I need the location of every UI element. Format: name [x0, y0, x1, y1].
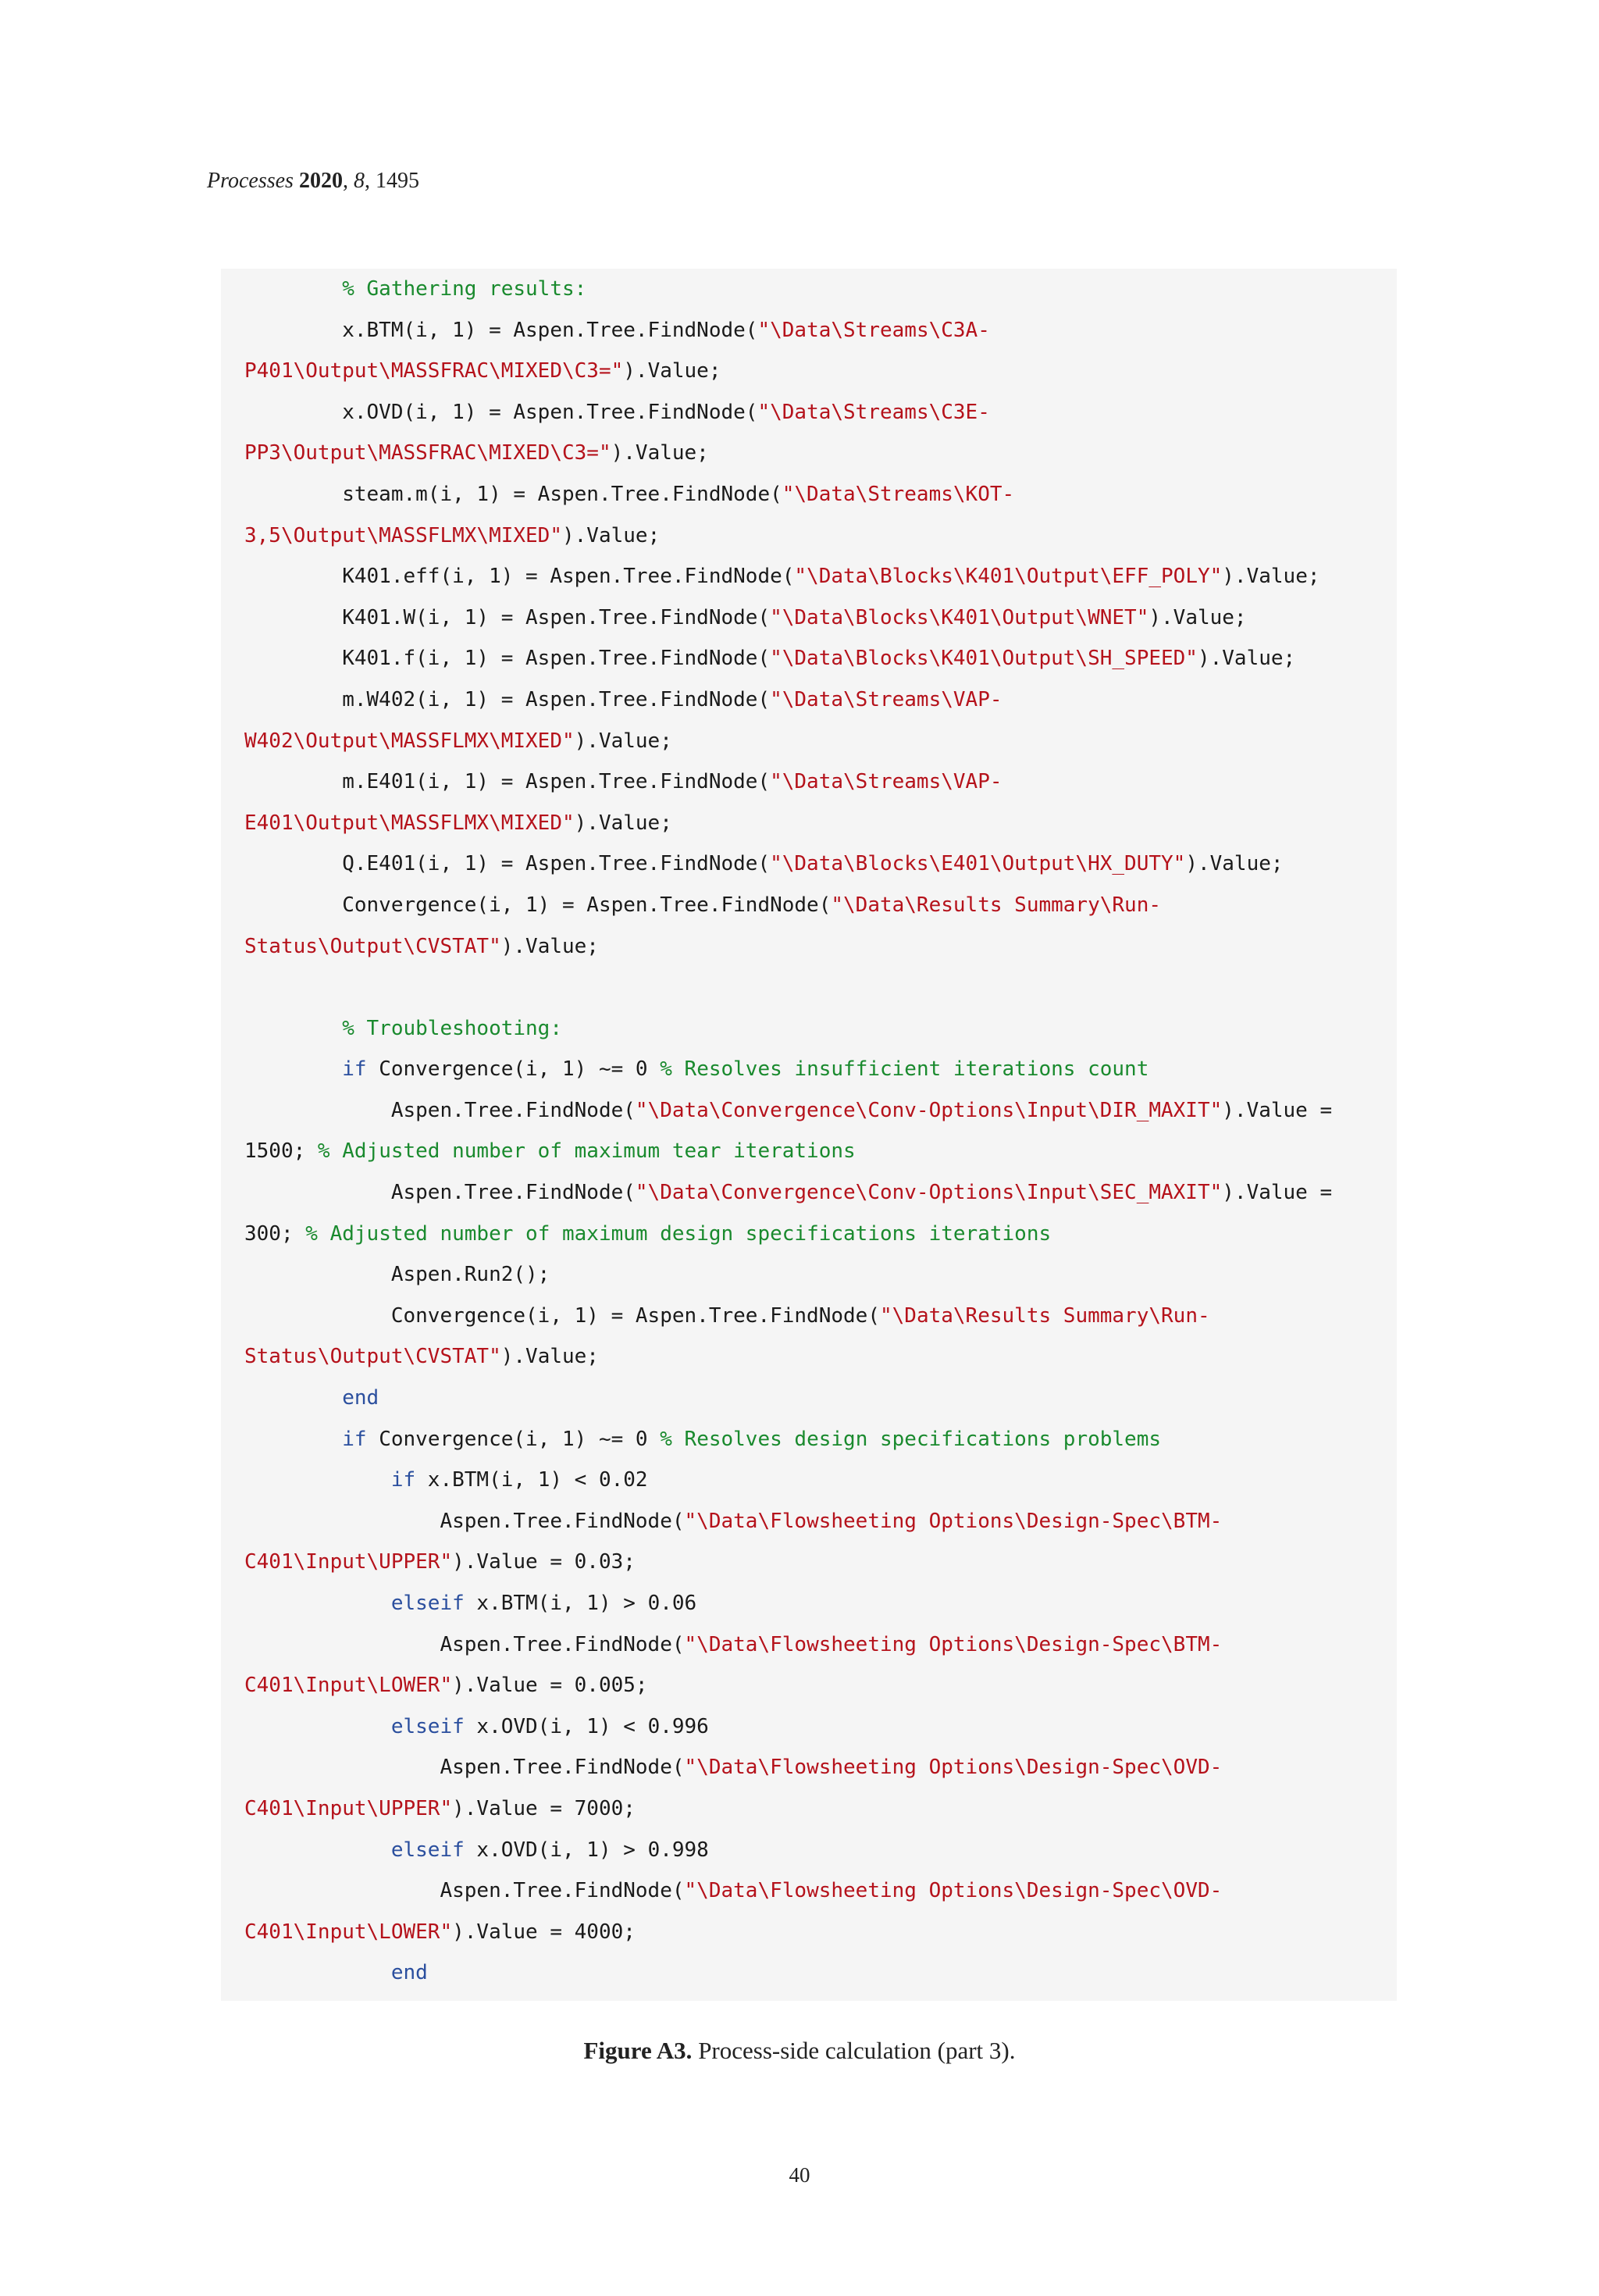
code-token: elseif: [244, 1592, 465, 1615]
code-token: ).Value;: [1222, 565, 1320, 589]
running-header: Processes 2020, 8, 1495: [207, 169, 419, 193]
code-token: E401\Output\MASSFLMX\MIXED": [244, 811, 575, 835]
code-token: % Troubleshooting:: [244, 1016, 562, 1040]
figure-caption-text: Process-side calculation (part 3).: [692, 2037, 1016, 2064]
code-token: C401\Input\LOWER": [244, 1674, 453, 1698]
code-token: "\Data\Blocks\E401\Output\HX_DUTY": [770, 852, 1186, 876]
figure-label: Figure A3.: [583, 2037, 693, 2064]
code-token: "\Data\Streams\VAP-: [770, 687, 1002, 711]
code-token: ).Value = 7000;: [452, 1796, 636, 1820]
code-line: [244, 1952, 1384, 1994]
code-line: [244, 1254, 1384, 1296]
code-token: Convergence(i, 1) = Aspen.Tree.FindNode(: [244, 1303, 880, 1328]
code-token: if: [244, 1427, 367, 1451]
code-line: [244, 310, 1384, 351]
code-token: Aspen.Tree.FindNode(: [244, 1181, 636, 1205]
code-token: end: [244, 1386, 379, 1410]
code-token: ).Value;: [574, 729, 672, 753]
code-token: x.OVD(i, 1) = Aspen.Tree.FindNode(: [244, 400, 758, 424]
code-token: x.OVD(i, 1) > 0.998: [464, 1838, 709, 1862]
code-token: PP3\Output\MASSFRAC\MIXED\C3=": [244, 441, 611, 465]
code-token: ).Value;: [500, 934, 599, 958]
code-line: [244, 1049, 1384, 1090]
code-token: % Gathering results:: [244, 277, 587, 301]
code-token: "\Data\Flowsheeting Options\Design-Spec\BTM-: [684, 1509, 1223, 1533]
code-line: [244, 1706, 1384, 1748]
code-line: [244, 1912, 1384, 1953]
code-line: [244, 597, 1384, 639]
code-token: "\Data\Streams\KOT-: [782, 482, 1015, 506]
code-token: ).Value;: [1185, 852, 1284, 876]
year: 2020: [298, 169, 343, 193]
code-token: ).Value = 0.005;: [452, 1674, 648, 1698]
code-line: [244, 679, 1384, 721]
code-token: Aspen.Tree.FindNode(: [244, 1098, 636, 1122]
code-line: [244, 1870, 1384, 1912]
code-line: [244, 1172, 1384, 1214]
code-token: "\Data\Streams\VAP-: [770, 770, 1002, 794]
code-token: ).Value;: [623, 359, 721, 383]
code-line: [244, 1131, 1384, 1172]
volume: 8: [353, 169, 365, 193]
code-line: [244, 1583, 1384, 1624]
code-token: m.W402(i, 1) = Aspen.Tree.FindNode(: [244, 687, 771, 711]
code-token: Convergence(i, 1) = Aspen.Tree.FindNode(: [244, 893, 832, 917]
code-token: "\Data\Streams\C3A-: [757, 318, 990, 342]
figure-caption: [0, 2034, 1599, 2068]
code-token: "\Data\Streams\C3E-: [757, 400, 990, 424]
code-token: "\Data\Results Summary\Run-: [879, 1303, 1210, 1328]
code-line: [244, 556, 1384, 597]
code-token: Convergence(i, 1) ~= 0: [366, 1427, 661, 1451]
code-token: if: [244, 1057, 367, 1082]
code-token: "\Data\Flowsheeting Options\Design-Spec\BTM-: [684, 1632, 1223, 1656]
code-token: ).Value;: [611, 441, 709, 465]
code-token: "\Data\Flowsheeting Options\Design-Spec\OVD-: [684, 1756, 1223, 1780]
code-token: ).Value =: [1222, 1181, 1333, 1205]
code-token: steam.m(i, 1) = Aspen.Tree.FindNode(: [244, 482, 782, 506]
code-line: [244, 761, 1384, 803]
code-line: [244, 433, 1384, 474]
code-token: "\Data\Blocks\K401\Output\SH_SPEED": [770, 647, 1198, 671]
code-line: [244, 721, 1384, 762]
code-token: ).Value = 0.03;: [452, 1550, 636, 1574]
code-token: ).Value = 4000;: [452, 1920, 636, 1944]
code-token: x.BTM(i, 1) > 0.06: [464, 1592, 697, 1615]
code-line: [244, 1419, 1384, 1460]
code-line: [244, 1788, 1384, 1830]
code-token: Q.E401(i, 1) = Aspen.Tree.FindNode(: [244, 852, 771, 876]
code-line: [244, 1378, 1384, 1419]
code-token: C401\Input\UPPER": [244, 1550, 453, 1574]
code-token: K401.W(i, 1) = Aspen.Tree.FindNode(: [244, 605, 771, 629]
code-line: [244, 1336, 1384, 1378]
code-line: [244, 474, 1384, 515]
code-token: % Adjusted number of maximum design specifications iterations: [305, 1221, 1052, 1246]
code-token: if: [244, 1468, 416, 1492]
page-number: 40: [789, 2163, 810, 2187]
code-token: Aspen.Tree.FindNode(: [244, 1756, 685, 1780]
code-listing: [221, 269, 1397, 2001]
code-token: % Adjusted number of maximum tear iterations: [317, 1139, 856, 1164]
code-line: [244, 1665, 1384, 1706]
code-token: x.BTM(i, 1) = Aspen.Tree.FindNode(: [244, 318, 758, 342]
code-token: x.BTM(i, 1) < 0.02: [415, 1468, 648, 1492]
code-line: [244, 1008, 1384, 1050]
code-token: K401.f(i, 1) = Aspen.Tree.FindNode(: [244, 647, 771, 671]
code-token: "\Data\Blocks\K401\Output\EFF_POLY": [794, 565, 1223, 589]
code-line: [244, 1747, 1384, 1788]
code-token: ).Value;: [1149, 605, 1247, 629]
code-token: C401\Input\UPPER": [244, 1796, 453, 1820]
code-block: [244, 269, 1384, 1994]
code-token: "\Data\Flowsheeting Options\Design-Spec\OVD-: [684, 1879, 1223, 1903]
code-line: [244, 803, 1384, 844]
code-token: C401\Input\LOWER": [244, 1920, 453, 1944]
code-line: [244, 843, 1384, 885]
code-token: ).Value;: [1197, 647, 1296, 671]
code-line: [244, 926, 1384, 968]
code-token: x.OVD(i, 1) < 0.996: [464, 1714, 709, 1738]
code-line: [244, 1460, 1384, 1501]
code-token: 1500;: [244, 1139, 318, 1164]
code-token: elseif: [244, 1838, 465, 1862]
code-line: [244, 351, 1384, 392]
code-token: "\Data\Blocks\K401\Output\WNET": [770, 605, 1149, 629]
code-token: Aspen.Tree.FindNode(: [244, 1632, 685, 1656]
code-token: Aspen.Tree.FindNode(: [244, 1509, 685, 1533]
code-token: ).Value =: [1222, 1098, 1333, 1122]
code-line: [244, 638, 1384, 679]
code-token: K401.eff(i, 1) = Aspen.Tree.FindNode(: [244, 565, 795, 589]
code-token: Aspen.Tree.FindNode(: [244, 1879, 685, 1903]
code-token: "\Data\Results Summary\Run-: [831, 893, 1161, 917]
code-token: % Resolves insufficient iterations count: [660, 1057, 1149, 1082]
code-token: m.E401(i, 1) = Aspen.Tree.FindNode(: [244, 770, 771, 794]
code-line: [244, 269, 1384, 310]
code-line: [244, 967, 1384, 1008]
code-token: end: [244, 1961, 428, 1985]
code-token: 3,5\Output\MASSFLMX\MIXED": [244, 523, 562, 547]
code-token: Status\Output\CVSTAT": [244, 934, 501, 958]
code-line: [244, 1214, 1384, 1255]
code-token: ).Value;: [574, 811, 672, 835]
code-line: [244, 1830, 1384, 1871]
code-token: ).Value;: [500, 1345, 599, 1369]
code-line: [244, 392, 1384, 433]
code-token: Convergence(i, 1) ~= 0: [366, 1057, 661, 1082]
code-line: [244, 515, 1384, 557]
code-line: [244, 1296, 1384, 1337]
code-token: elseif: [244, 1714, 465, 1738]
code-token: P401\Output\MASSFRAC\MIXED\C3=": [244, 359, 624, 383]
code-token: Status\Output\CVSTAT": [244, 1345, 501, 1369]
code-line: [244, 1090, 1384, 1132]
code-line: [244, 1624, 1384, 1666]
code-token: ).Value;: [562, 523, 661, 547]
code-token: Aspen.Run2();: [244, 1263, 550, 1287]
code-token: W402\Output\MASSFLMX\MIXED": [244, 729, 575, 753]
code-line: [244, 1542, 1384, 1583]
journal-name: Processes: [207, 169, 294, 193]
article-number: 1495: [375, 169, 419, 193]
code-line: [244, 885, 1384, 926]
code-line: [244, 1501, 1384, 1542]
code-token: % Resolves design specifications problems: [660, 1427, 1162, 1451]
code-token: "\Data\Convergence\Conv-Options\Input\DIR_MAXIT": [635, 1098, 1223, 1122]
code-token: 300;: [244, 1221, 306, 1246]
code-token: "\Data\Convergence\Conv-Options\Input\SEC_MAXIT": [635, 1181, 1223, 1205]
